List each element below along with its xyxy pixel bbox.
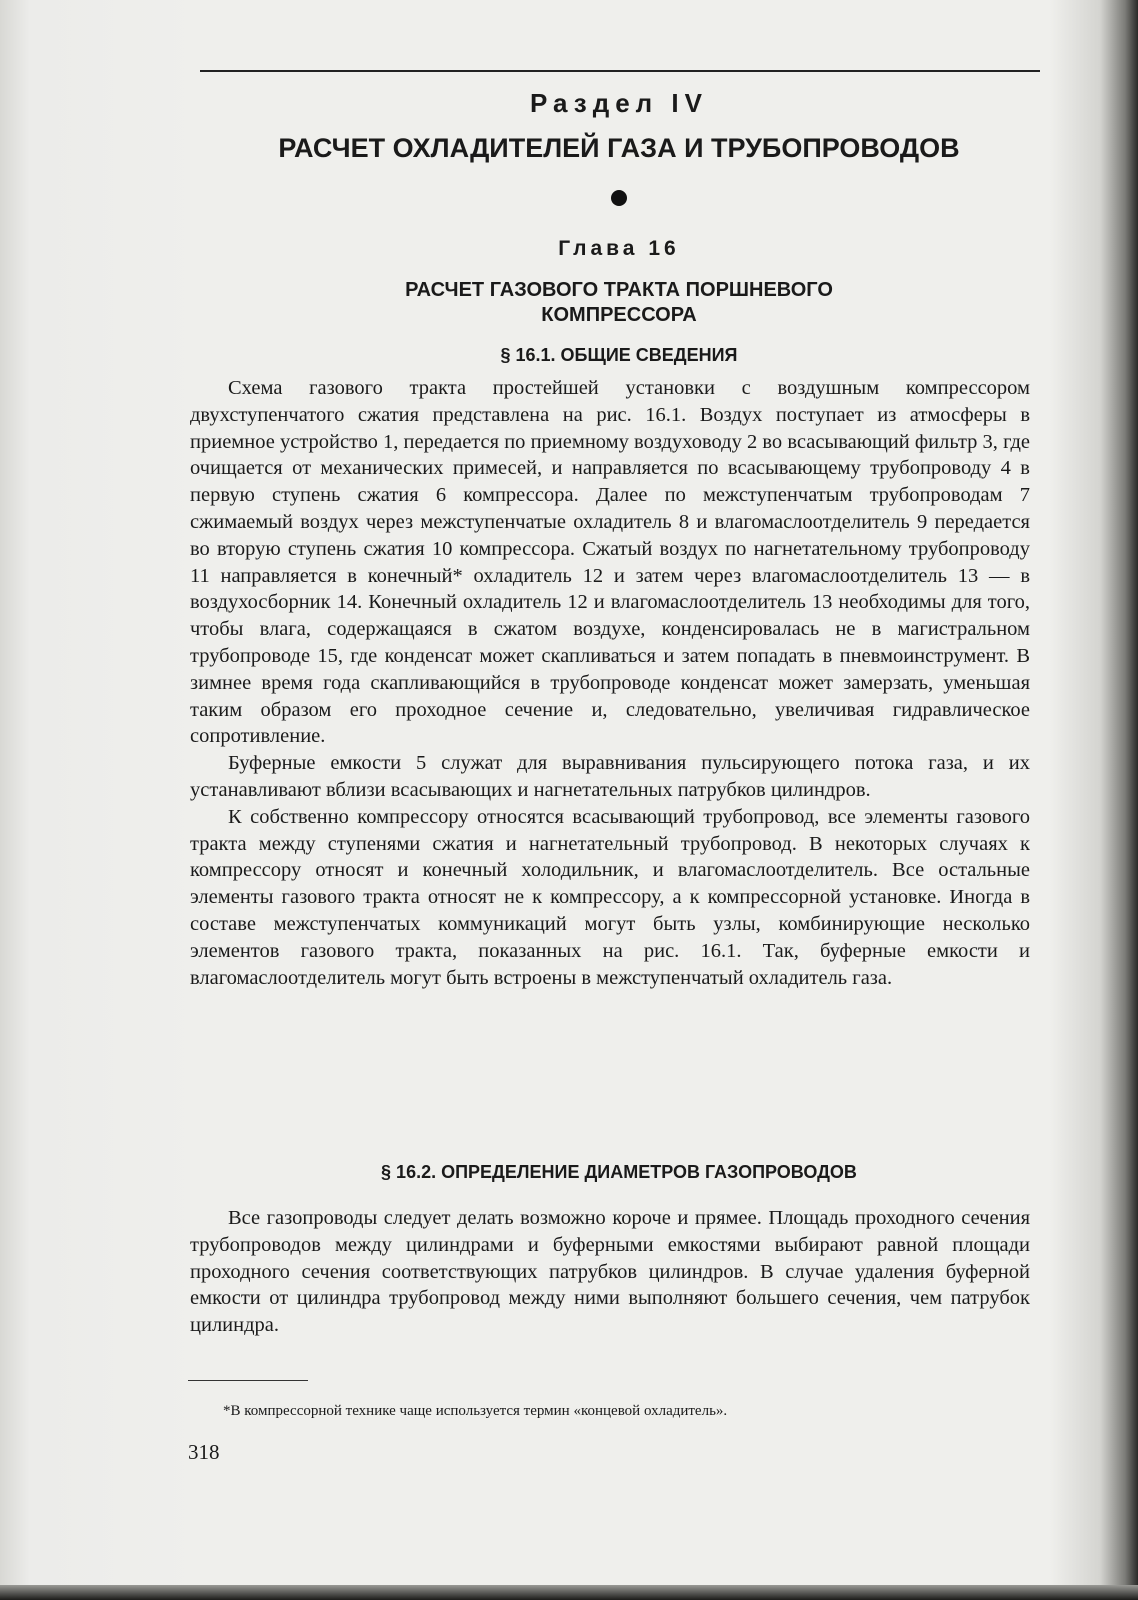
paragraph-heading-16-1: § 16.1. ОБЩИЕ СВЕДЕНИЯ — [500, 345, 738, 365]
paragraph-heading-16-2: § 16.2. ОПРЕДЕЛЕНИЕ ДИАМЕТРОВ ГАЗОПРОВОДОВ — [381, 1162, 857, 1182]
page-number: 318 — [188, 1440, 220, 1464]
section2-paragraph-1: Все газопроводы следует делать возможно короче и прямее. Площадь проходного сечения трубопроводов между цилиндрами и буферными емкостями выбирают равной площади проходного сечения соответствующих патрубков цилиндров. В случае удаления буферной емкости от цилиндра трубопровод между ними выполняют большего сечения, чем патрубок цилиндра. — [190, 1207, 1030, 1337]
section1-paragraph-3: К собственно компрессору относятся всасывающий трубопровод, все элементы газового тракта между ступенями сжатия и нагнетательный трубопровод. В некоторых случаях к компрессору относят и конечный холодильник, и влагомаслоотделитель. Все остальные элементы газового тракта относят не к компрессору, а к компрессорной установке. Иногда в составе межступенчатых коммуникаций могут быть узлы, комбинирующие несколько элементов газового тракта, показанных на рис. 16.1. Так, буферные емкости и влагомаслоотделитель могут быть встроены в межступенчатый охладитель газа. — [190, 805, 1030, 989]
section1-paragraph-1: Схема газового тракта простейшей установки с воздушным компрессором двухступенчатого сжатия представлена на рис. 16.1. Воздух поступает из атмосферы в приемное устройство 1, передается по приемному воздуховоду 2 во всасывающий фильтр 3, где очищается от механических примесей, и направляется по всасывающему трубопроводу 4 в первую ступень сжатия 6 компрессора. Далее по межступенчатым трубопроводам 7 сжимаемый воздух через межступенчатые охладитель 8 и влагомаслоотделитель 9 передается во вторую ступень сжатия 10 компрессора. Сжатый воздух по нагнетательному трубопроводу 11 направляется в конечный* охладитель 12 и затем через влагомаслоотделитель 13 — в воздухосборник 14. Конечный охладитель 12 и влагомаслоотделитель 13 необходимы для того, чтобы влага, содержащаяся в сжатом воздухе, конденсировалась не в магистральном трубопроводе 15, где конденсат может скапливаться и затем попадать в пневмоинструмент. В зимнее время года скапливающийся в трубопроводе конденсат может замерзать, уменьшая таким образом его проходное сечение и, следовательно, увеличивая гидравлическое сопротивление. — [190, 377, 1030, 748]
section1-body — [190, 375, 1030, 991]
top-rule — [200, 70, 1040, 72]
footnote-rule — [188, 1380, 308, 1381]
footnote: *В компрессорной технике чаще используется термин «концевой охладитель». — [223, 1403, 728, 1419]
chapter-label: Глава 16 — [558, 237, 680, 260]
scan-bottom-edge — [0, 1585, 1138, 1600]
bullet-dot-icon — [611, 190, 627, 206]
section1-paragraph-2: Буферные емкости 5 служат для выравнивания пульсирующего потока газа, и их устанавливают вблизи всасывающих и нагнетательных патрубков цилиндров. — [190, 752, 1030, 801]
section2-body — [190, 1205, 1030, 1339]
chapter-title — [200, 278, 1038, 328]
chapter-title-line1: РАСЧЕТ ГАЗОВОГО ТРАКТА ПОРШНЕВОГО — [405, 279, 833, 301]
section-label: Раздел IV — [530, 88, 708, 118]
chapter-title-line2: КОМПРЕССОРА — [541, 304, 697, 326]
section-title: РАСЧЕТ ОХЛАДИТЕЛЕЙ ГАЗА И ТРУБОПРОВОДОВ — [278, 133, 960, 163]
